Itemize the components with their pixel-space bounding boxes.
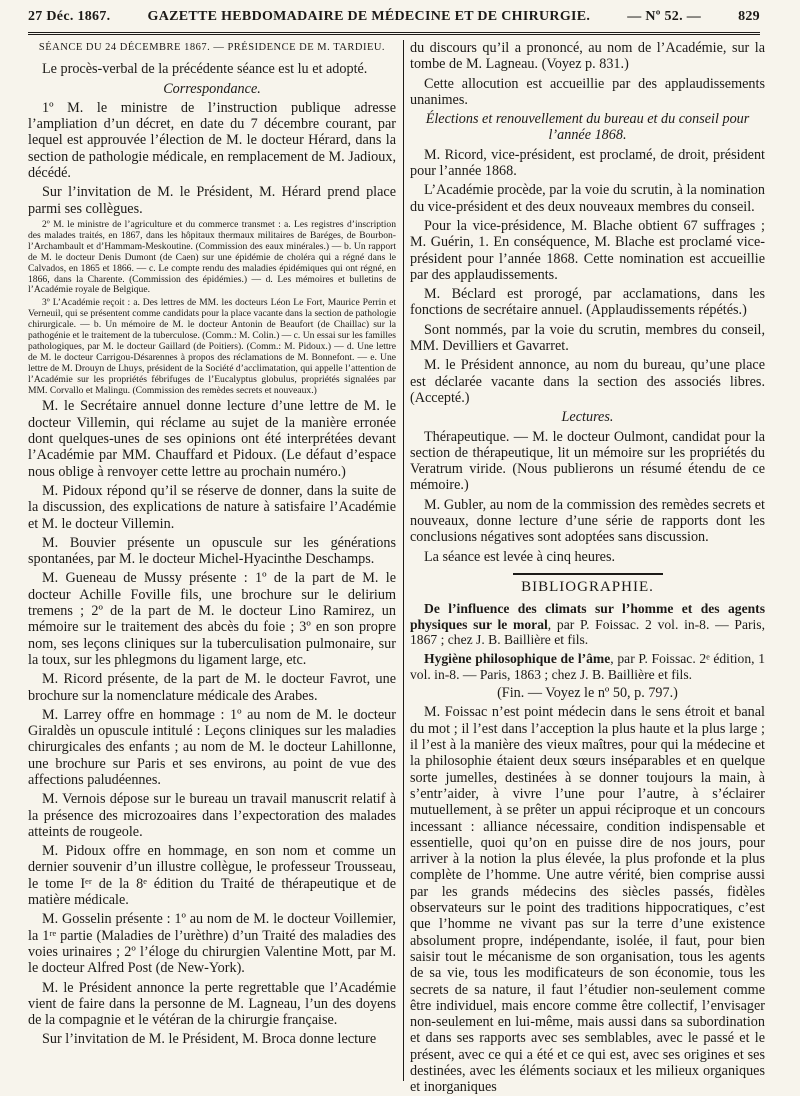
paragraph-vernois: M. Vernois dépose sur le bureau un travail manuscrit relatif à la présence des microzoaires dans l’expectoration des malades atteints de rougeole. [28, 791, 396, 840]
session-title: SÉANCE DU 24 DÉCEMBRE 1867. — PRÉSIDENCE DE M. TARDIEU. [38, 42, 386, 53]
header-issue-number: — Nº 52. — [627, 9, 701, 24]
right-column [410, 40, 765, 1096]
correspondence-heading: Correspondance. [163, 80, 261, 97]
paragraph-lagneau-death: M. le Président annonce la perte regrettable que l’Académie vient de faire dans la personne de M. Lagneau, l’un des doyens de la compagnie et le vétéran de la chirurgie française. [28, 979, 396, 1029]
paragraph-scrutin: L’Académie procède, par la voie du scrutin, à la nomination du vice-président et des deux nouveaux membres du conseil. [410, 182, 765, 215]
continuation-note: (Fin. — Voyez le nº 50, p. 797.) [497, 685, 678, 702]
bibliography-entry-details: , par P. Foissac. 2 vol. in-8. — Paris, 1867 ; chez J. B. Baillière et fils. [410, 616, 765, 648]
bibliography-entry-climats [410, 601, 765, 648]
elections-heading: Élections et renouvellement du bureau et du conseil pour l’année 1868. [425, 111, 750, 144]
bibliography-heading: BIBLIOGRAPHIE. [521, 578, 654, 595]
paragraph-villemin-letter: M. le Secrétaire annuel donne lecture d’une lettre de M. le docteur Villemin, qui réclame au sujet de la manière erronée dont quelques-unes de ses opinions ont été interprétées devant l’Académie par MM. Chauffard et Pidoux. (Le défaut d’espace nous oblige à renvoyer cette lettre au prochain numéro.) [28, 398, 396, 480]
left-column [28, 40, 396, 1087]
paragraph-broca: Sur l’invitation de M. le Président, M. Broca donne lecture [42, 1031, 377, 1048]
paragraph-review-body: M. Foissac n’est point médecin dans le sens étroit et banal du mot ; il l’est dans l’acception la plus haute et la plus large ; il l’est à la manière des vieux maîtres, pour qui la médecine et la philosophie étaient deux sœurs inséparables et en quelque sorte jumelles, destinées à se donner toujours la main, à s’entr’aider, à vivre l’une pour l’autre, à s’éclairer mutuellement, à se prêter un appui réciproque et un concours incessant : alliance nécessaire, condition indispensable et essentielle, quoi qu’on en puisse dire de nos jours, pour arriver à la notion la plus élevée, la plus profonde et la plus complète de l’homme. Une autre vérité, bien comprise aussi par les grands médecins des siècles passés, fidèles observateurs sur le point des traditions hippocratiques, c’est que l’homme ne vivant pas sur la terre d’une existence absolument propre, indépendante, isolée, il faut, pour bien saisir tout le mécanisme de son organisation, tous les agents de sa vie, tous les modificateurs de son économie, tous les secrets de sa nature, il faut l’étudier non-seulement comme être individuel, mais encore comme être collectif, l’envisager non-seulement en lui-même, mais aussi dans sa subordination et dans ses rapports avec ses semblables, avec le passé et le présent, avec ce qui a été et ce qui est, avec ses origines et ses destinées, avec les éléments sociaux et les milieux organiques et inorganiques [410, 704, 765, 1096]
paragraph-herard: Sur l’invitation de M. le Président, M. Hérard prend place parmi ses collègues. [28, 184, 396, 217]
paragraph-pidoux-reply: M. Pidoux répond qu’il se réserve de donner, dans la suite de la discussion, des explications de nature à satisfaire l’Académie et M. le docteur Villemin. [28, 482, 396, 532]
paragraph-vacancy: M. le Président annonce, au nom du bureau, qu’une place est déclarée vacante dans la section des associés libres. (Accepté.) [410, 357, 765, 406]
paragraph-vice-presidence: Pour la vice-présidence, M. Blache obtient 67 suffrages ; M. Guérin, 1. En conséquence, M. Blache est proclamé vice-président pour l’année 1868. Cette nomination est accueillie par des applaudissements. [410, 217, 765, 283]
paragraph-ricord-president: M. Ricord, vice-président, est proclamé, de droit, président pour l’année 1868. [410, 146, 765, 180]
paragraph-oulmont: Thérapeutique. — M. le docteur Oulmont, candidat pour la section de thérapeutique, lit un mémoire sur les propriétés du Veratrum viride. (Nous publierons un résumé étendu de ce mémoire.) [410, 428, 765, 494]
paragraph-minutes: Le procès-verbal de la précédente séance est lu et adopté. [42, 61, 368, 78]
bibliography-entry-title: Hygiène philosophique de l’âme [424, 650, 611, 666]
bibliography-entry-title: De l’influence des climats sur l’homme et des agents physiques sur le moral [410, 601, 765, 632]
small-print-academy-receives: 3º L’Académie reçoit : a. Des lettres de MM. les docteurs Léon Le Fort, Maurice Perrin et Verneuil, qui se présentent comme candidats pour la place vacante dans la section de pathologie chirurgicale. — b. Un mémoire de M. le docteur Antonin de Beaufort (de Chaillac) sur la pathogénie et le traitement de la tuberculose. (Comm.: M. Colin.) — c. Un essai sur les familles pathologiques, par M. le docteur Gaillard (de Poitiers). (Comm.: M. Pidoux.) — d. Une lettre de M. le docteur Carrigou-Désarennes à propos des réclamations de M. Bonnefont. — e. Une lettre de M. Drouyn de Lhuys, président de la Société d’acclimatation, qui appelle l’attention de l’Académie sur les propriétés fébrifuges de l’Eucalyptus globulus, propriétés signalées par MM. Corvallo et Malingu. (Commission des remèdes secrets et nouveaux.) [28, 297, 396, 396]
small-print-ministry: 2º M. le ministre de l’agriculture et du commerce transmet : a. Les registres d’inscription des malades traités, en 1867, dans les hôpitaux thermaux militaires de Baréges, de Bourbon-l’Archambault et d’Hammam-Meskoutine. (Commission des eaux minérales.) — b. Un rapport de M. le docteur Denis Dumont (de Caen) sur une épidémie de choléra qui a régné dans le Calvados, en 1865 et 1866. — c. Le compte rendu des maladies épidémiques qui ont régné, en 1866, dans la Charente. (Commission des épidémies.) — d. Les mémoires et bulletins de l’Académie royale de Belgique. [28, 218, 396, 296]
bibliography-entry-details: , par P. Foissac. 2ᵉ édition, 1 vol. in-8. — Paris, 1863 ; chez J. B. Baillière et fils. [410, 650, 765, 682]
paragraph-conseil: Sont nommés, par la voie du scrutin, membres du conseil, MM. Devilliers et Gavarret. [410, 321, 765, 355]
paragraph-seance-levee: La séance est levée à cinq heures. [424, 548, 616, 565]
paragraph-gueneau-de-mussy: M. Gueneau de Mussy présente : 1º de la part de M. le docteur Achille Foville fils, une brochure sur le delirium tremens ; 2º de la part de M. le docteur Lino Ramirez, un mémoire sur le traitement des abcès du foie ; 3º en son propre nom, ses leçons cliniques sur la tuberculisation pulmonaire, sur la toux, sur les phlegmons du ligament large, etc. [28, 570, 396, 668]
header-journal-title: GAZETTE HEBDOMADAIRE DE MÉDECINE ET DE CHIRURGIE. [147, 9, 591, 24]
column-divider [403, 40, 404, 1081]
paragraph-decree: 1º M. le ministre de l’instruction publique adresse l’ampliation d’un décret, en date du 7 décembre courant, par lequel est approuvée l’élection de M. le docteur Hérard, dans la section de pathologie médicale, en remplacement de M. Jadioux, décédé. [28, 99, 396, 182]
running-header [28, 2, 760, 35]
paragraph-larrey: M. Larrey offre en hommage : 1º au nom de M. le docteur Giraldès un opuscule intitulé : Leçons cliniques sur les maladies chirurgicales des enfants ; au nom de M. le docteur Lahillonne, une brochure sur Paris et ses environs, au point de vue des affections paludéennes. [28, 706, 396, 788]
paragraph-applause: Cette allocution est accueillie par des applaudissements unanimes. [410, 75, 765, 108]
paragraph-bouvier: M. Bouvier présente un opuscule sur les générations spontanées, par M. le docteur Michel-Hyacinthe Deschamps. [28, 534, 396, 568]
paragraph-pidoux-hommage: M. Pidoux offre en hommage, en son nom et comme un dernier souvenir d’un illustre collègue, le professeur Trousseau, le tome Iᵉʳ de la 8ᵉ édition du Traité de thérapeutique et de matière médicale. [28, 843, 396, 909]
header-page-number: 829 [738, 9, 760, 24]
paragraph-beclard: M. Béclard est prorogé, par acclamations, dans les fonctions de secrétaire annuel. (Applaudissements répétés.) [410, 286, 765, 319]
lectures-heading: Lectures. [561, 409, 614, 426]
paragraph-gosselin: M. Gosselin présente : 1º au nom de M. le docteur Voillemier, la 1ʳᵉ partie (Maladies de l’urèthre) d’un Traité des maladies des voies urinaires ; 2º l’éloge du chirurgien Valentine Mott, par M. le docteur Alfred Post (de New-York). [28, 911, 396, 977]
paragraph-broca-continued: du discours qu’il a prononcé, au nom de l’Académie, sur la tombe de M. Lagneau. (Voyez p. 831.) [410, 40, 765, 73]
paragraph-ricord: M. Ricord présente, de la part de M. le docteur Favrot, une brochure sur la nomenclature médicale des Arabes. [28, 671, 396, 704]
paragraph-gubler: M. Gubler, au nom de la commission des remèdes secrets et nouveaux, donne lecture d’une série de rapports dont les conclusions négatives sont adoptées sans discussion. [410, 496, 765, 546]
header-date: 27 Déc. 1867. [28, 9, 111, 24]
bibliography-entry-hygiene [410, 651, 765, 682]
section-rule [513, 573, 663, 575]
